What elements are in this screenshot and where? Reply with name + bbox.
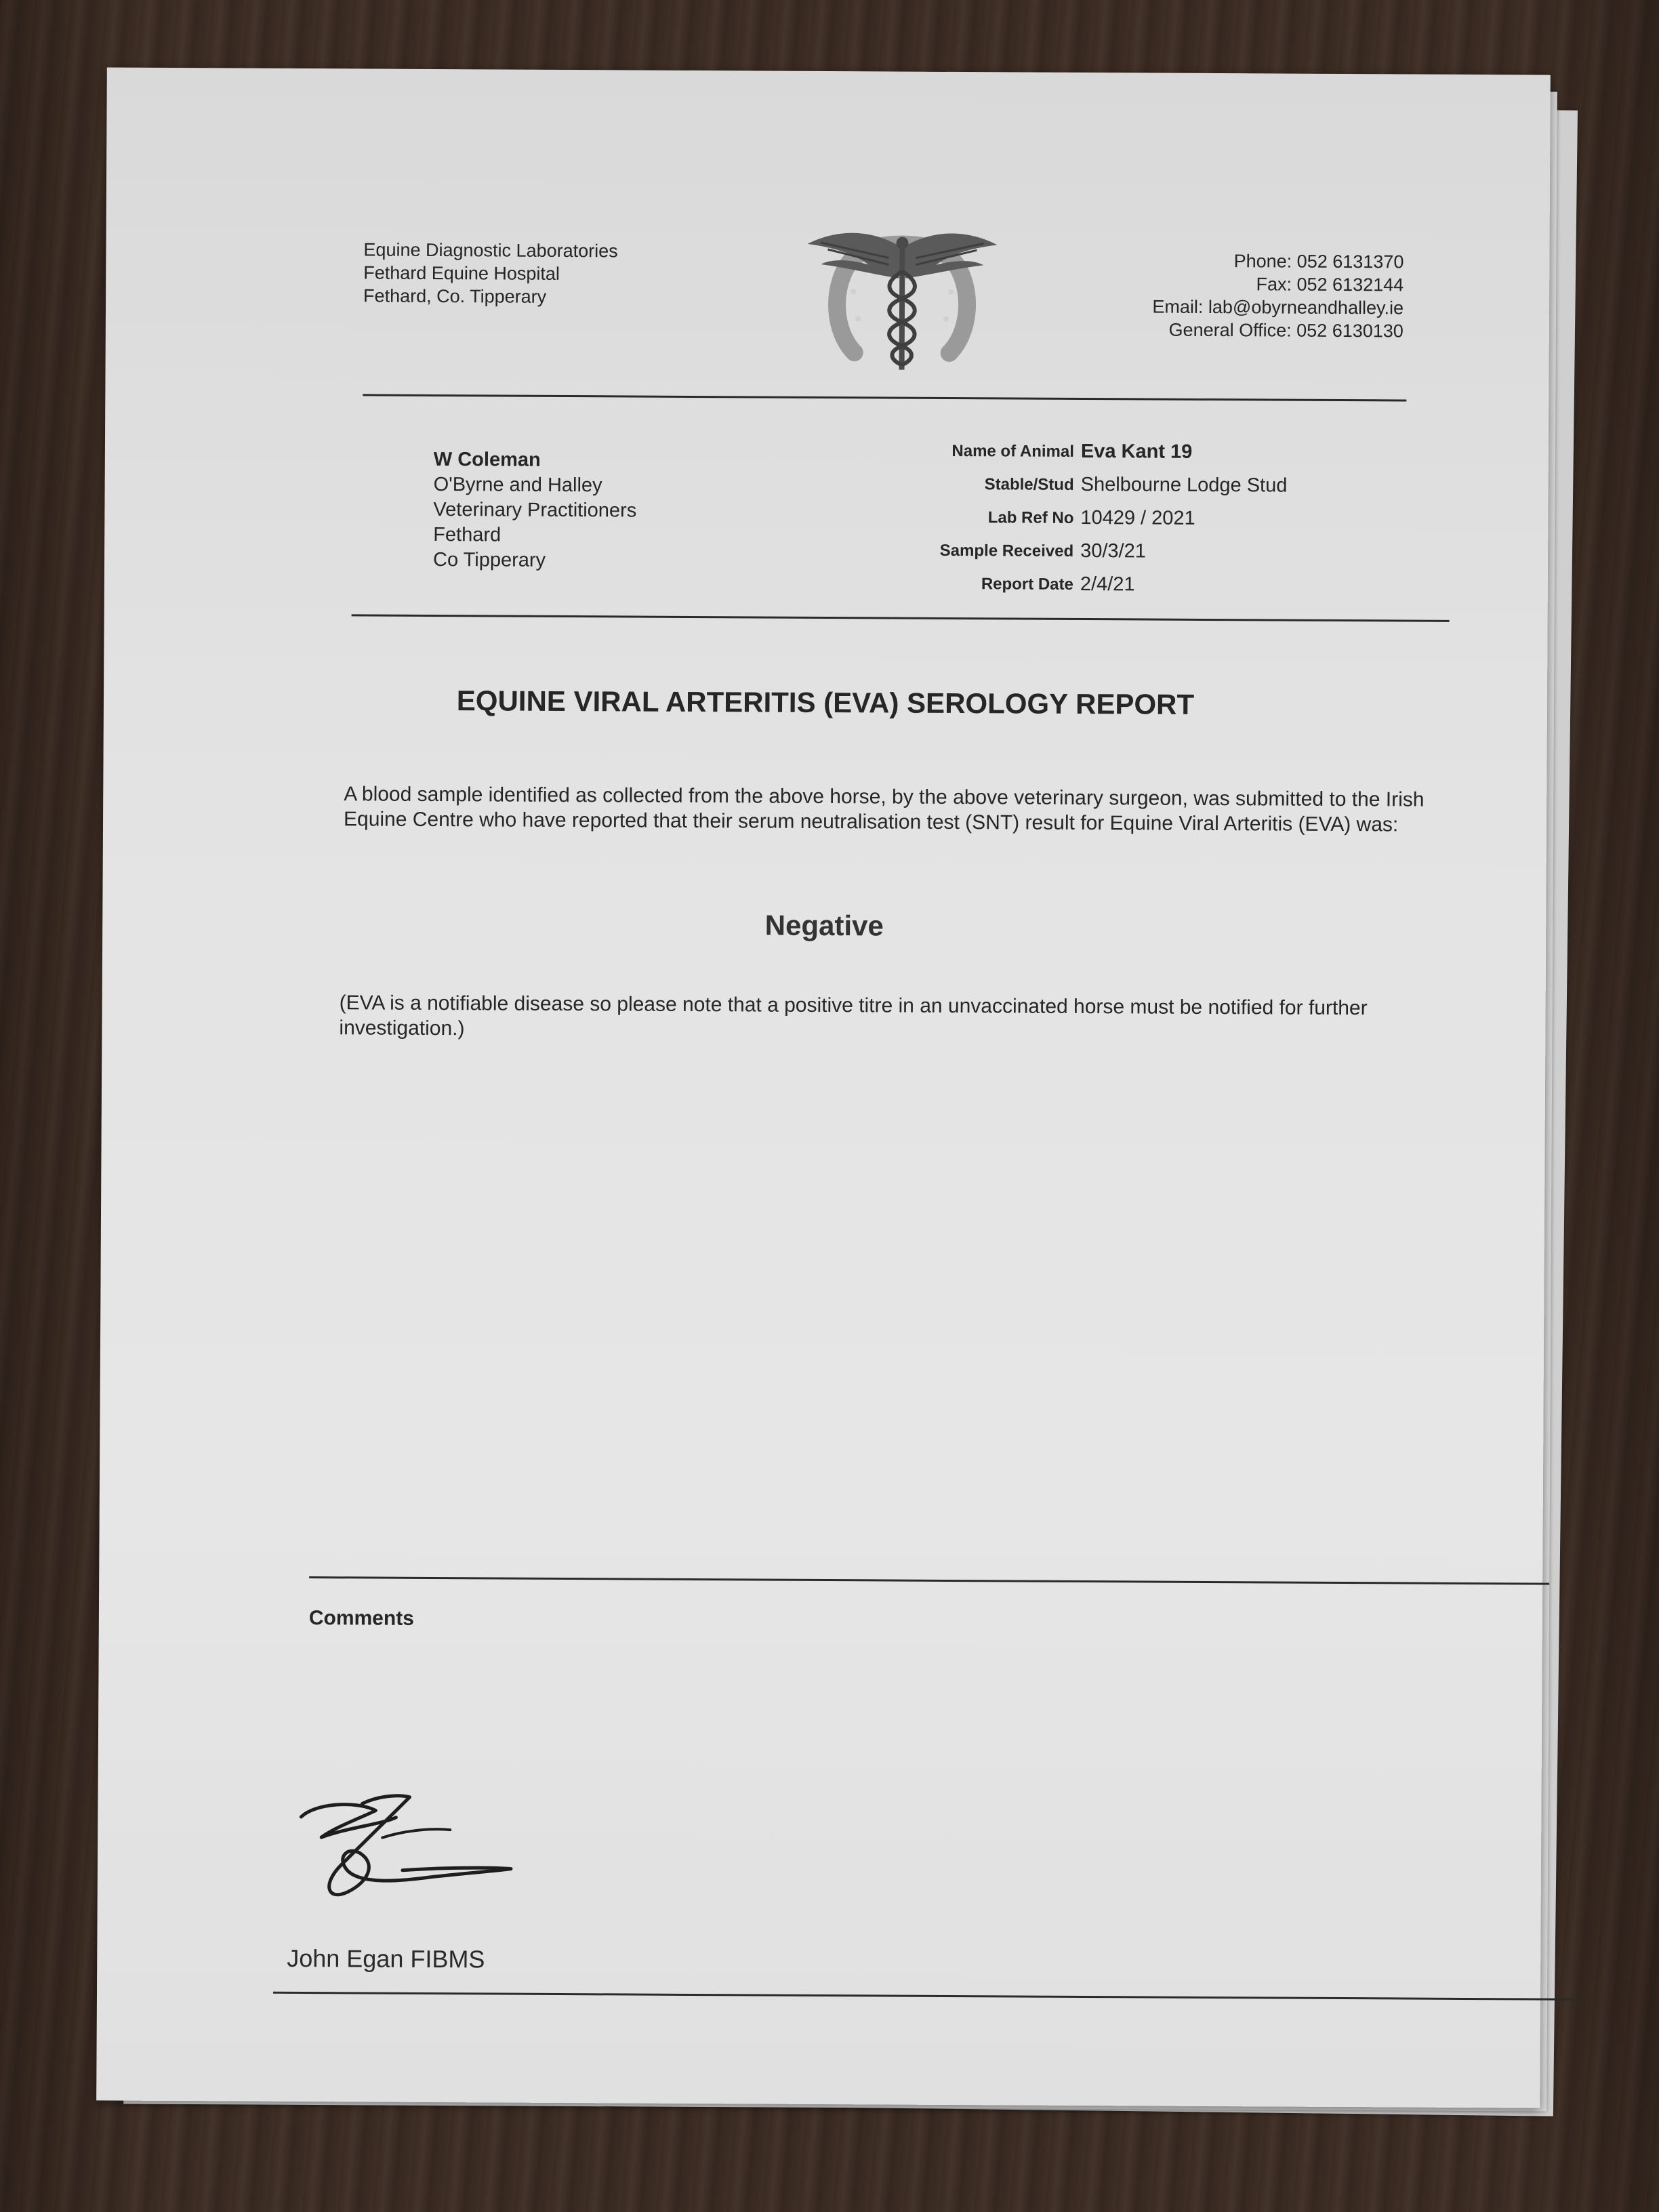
meta-row-stable (884, 467, 1288, 502)
meta-value-lab-ref: 10429 / 2021 (1080, 506, 1195, 529)
contact-email: Email: lab@obyrneandhalley.ie (1152, 296, 1404, 319)
meta-row-report-date (884, 567, 1287, 602)
sample-details (884, 434, 1288, 602)
test-result: Negative (764, 909, 884, 942)
signature (294, 1790, 518, 1906)
meta-label: Sample Received (939, 541, 1074, 560)
report-paragraph: A blood sample identified as collected from the above horse, by the above veterinary surgeon, was submitted to the Irish Equine Centre who have reported that their serum neutralisation test (SNT) result for Equine Viral Arteritis (EVA) was: (343, 783, 1425, 836)
caduceus-horseshoe-logo (800, 217, 1004, 381)
lab-address-line: Fethard Equine Hospital (363, 262, 560, 284)
meta-row-sample-received (884, 533, 1287, 569)
meta-label: Stable/Stud (984, 475, 1074, 494)
comments-divider (309, 1576, 1549, 1585)
recipient-address (433, 447, 637, 574)
comments-label: Comments (308, 1607, 415, 1630)
contact-phone: Phone: 052 6131370 (1233, 251, 1404, 272)
recipient-line: Veterinary Practitioners (433, 498, 637, 522)
meta-row-animal (884, 434, 1288, 469)
lab-address-line: Equine Diagnostic Laboratories (363, 239, 618, 262)
recipient-name: W Coleman (433, 448, 541, 471)
signature-divider (273, 1992, 1581, 2001)
recipient-line: Co Tipperary (432, 548, 546, 571)
contact-office: General Office: 052 6130130 (1168, 319, 1404, 342)
meta-label: Report Date (981, 575, 1073, 594)
header-divider (363, 394, 1406, 401)
meta-value-animal: Eva Kant 19 (1080, 440, 1193, 463)
meta-row-lab-ref (884, 500, 1287, 535)
report-note: (EVA is a notifiable disease so please note that a positive titre in an unvaccinated horse must be notified for further investigation.) (339, 991, 1368, 1040)
meta-value-stable: Shelbourne Lodge Stud (1080, 473, 1288, 497)
details-divider (352, 614, 1450, 621)
report-title: EQUINE VIRAL ARTERITIS (EVA) SEROLOGY REPORT (456, 684, 1195, 720)
meta-value-report-date: 2/4/21 (1080, 573, 1135, 596)
report-page (96, 67, 1551, 2108)
contact-fax: Fax: 052 6132144 (1256, 274, 1404, 295)
meta-label: Lab Ref No (987, 508, 1074, 527)
lab-contact (1152, 249, 1404, 343)
recipient-line: O'Byrne and Halley (433, 473, 602, 497)
lab-address (363, 238, 618, 308)
signer-name: John Egan FIBMS (287, 1944, 485, 1973)
recipient-line: Fethard (433, 523, 501, 546)
meta-label: Name of Animal (951, 441, 1074, 461)
lab-address-line: Fethard, Co. Tipperary (363, 285, 547, 307)
meta-value-sample-received: 30/3/21 (1080, 539, 1147, 562)
